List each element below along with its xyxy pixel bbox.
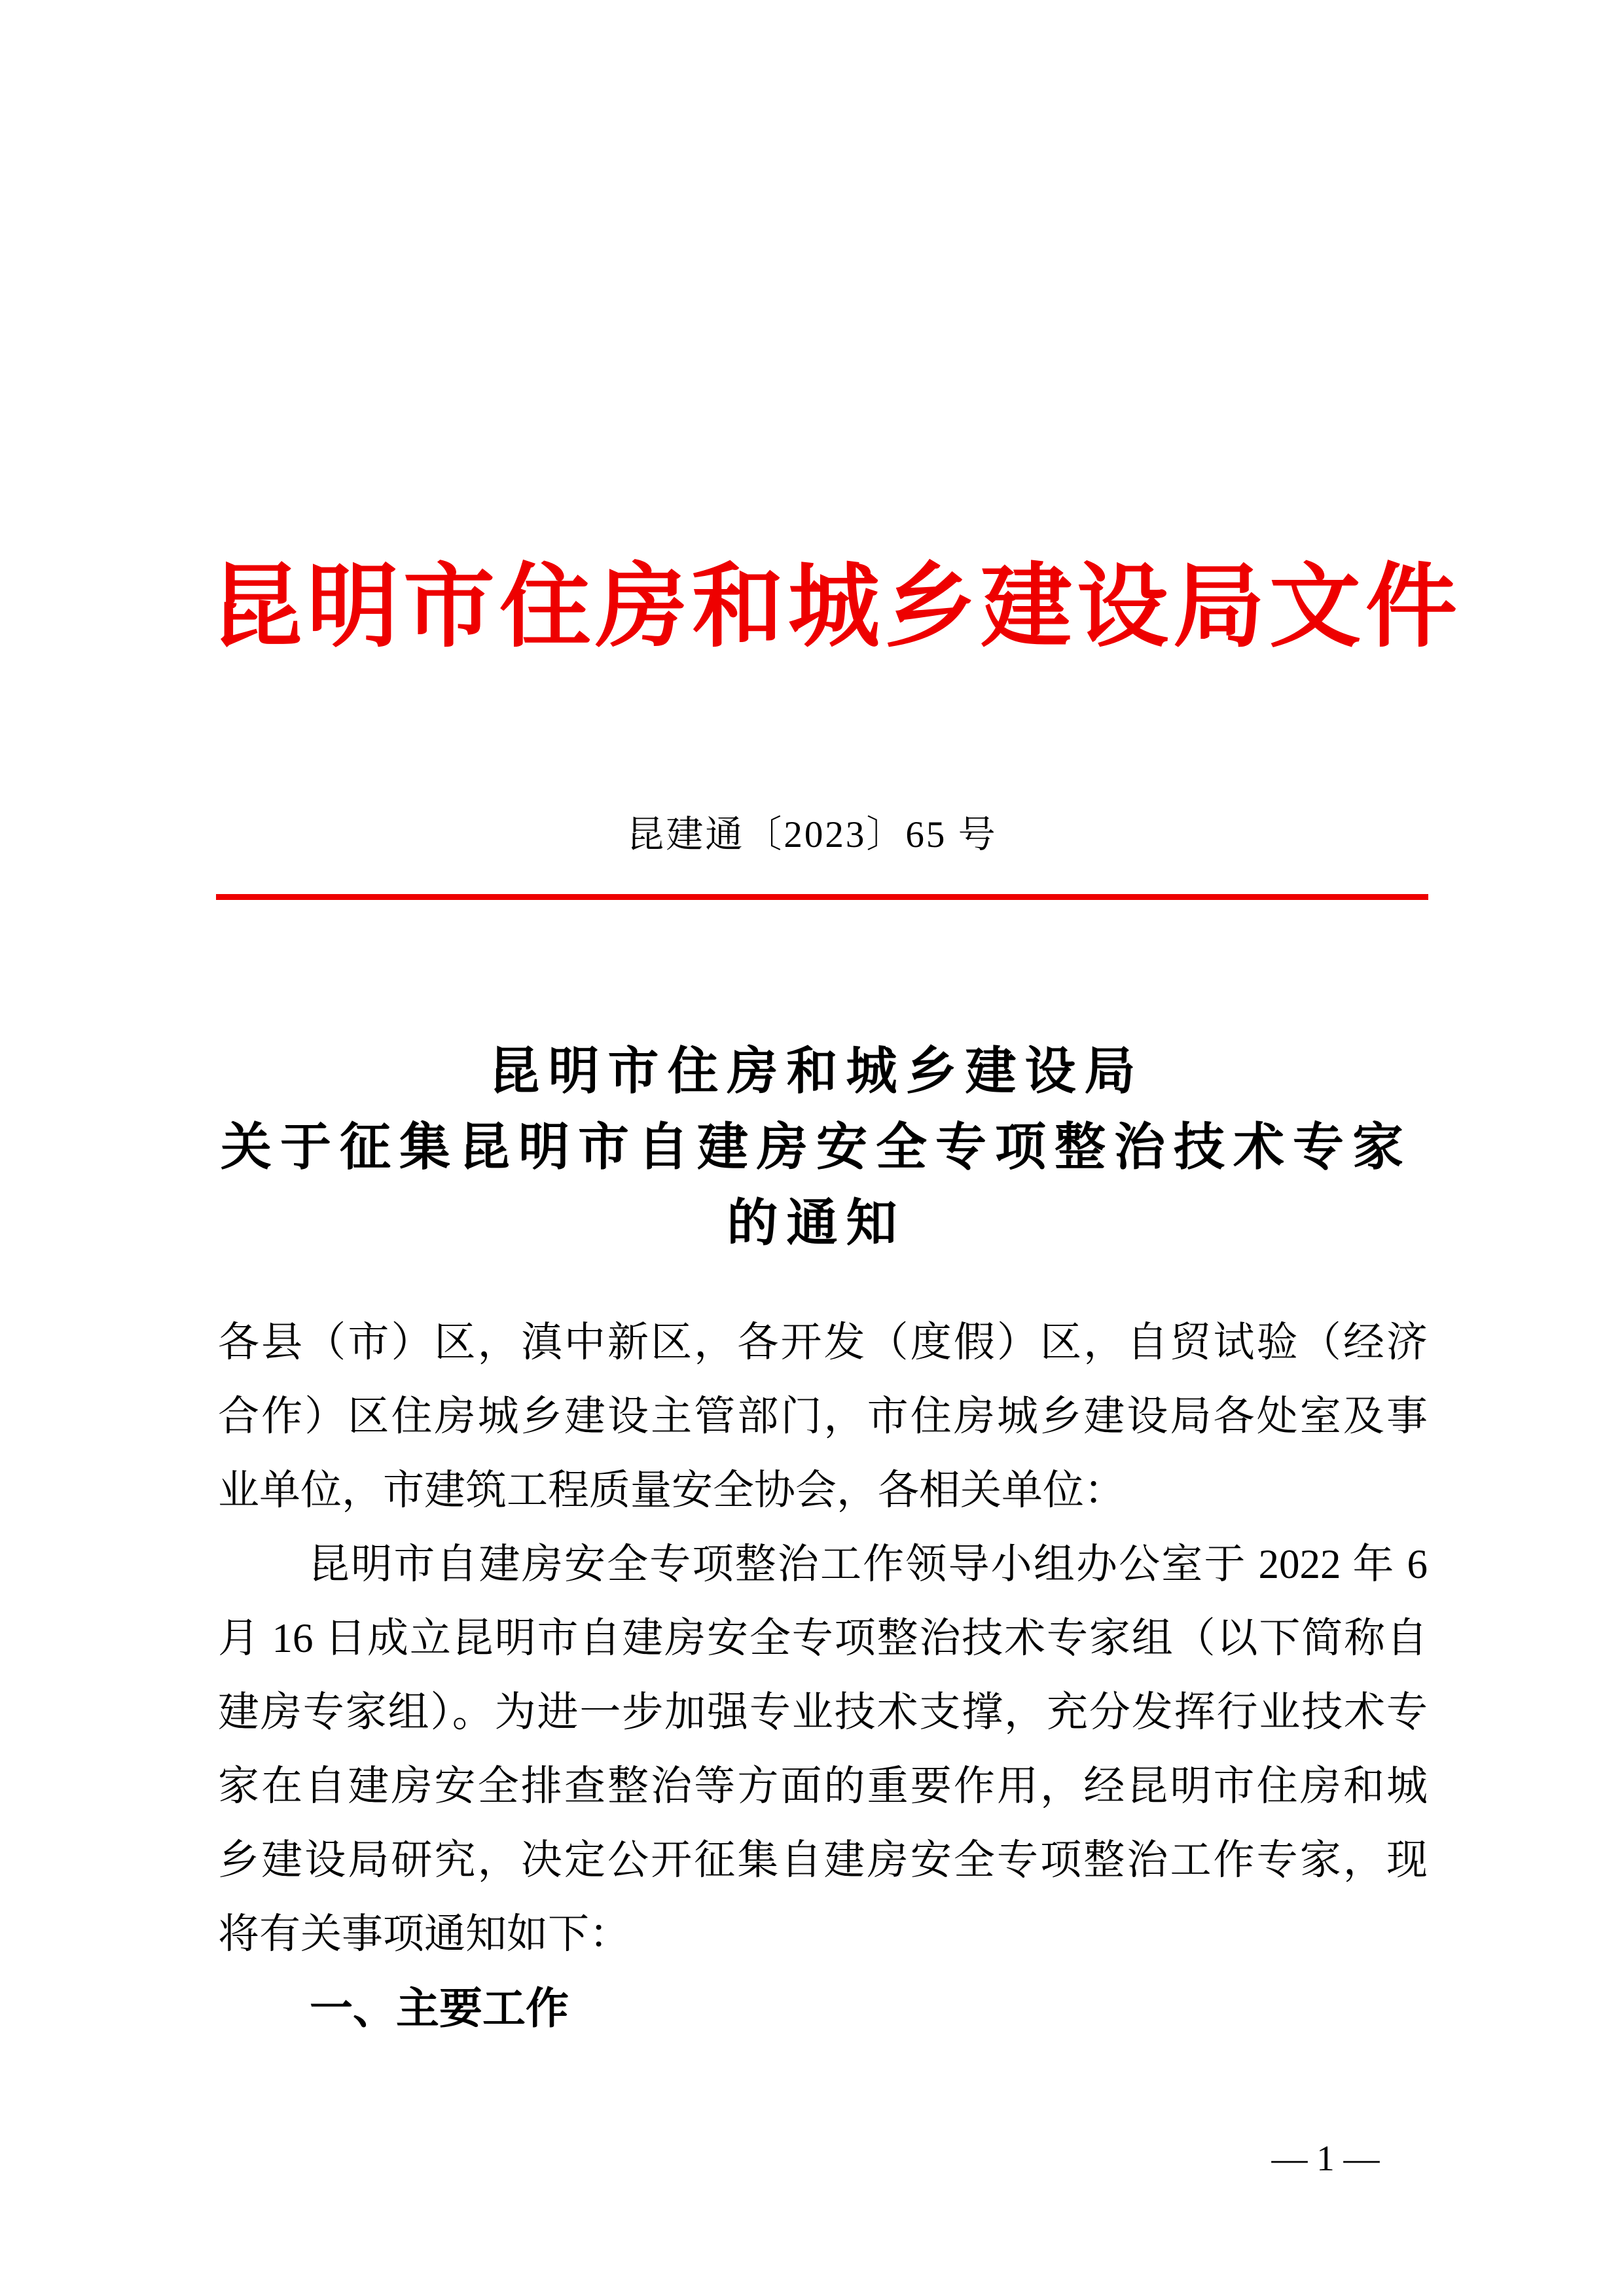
body-line: 月 16 日成立昆明市自建房安全专项整治技术专家组（以下简称自	[218, 1615, 1428, 1661]
red-banner-title: 昆明市住房和城乡建设局文件	[211, 555, 1462, 658]
body-line: 昆明市自建房安全专项整治工作领导小组办公室于 2022 年 6	[308, 1541, 1428, 1587]
body-line: 将有关事项通知如下：	[218, 1911, 630, 1957]
notice-title-line-1: 昆明市住房和城乡建设局	[488, 1042, 1144, 1100]
red-divider-line	[216, 894, 1428, 900]
body-line: 家在自建房安全排查整治等方面的重要作用，经昆明市住房和城	[218, 1763, 1428, 1809]
document-number: 昆建通〔2023〕65 号	[626, 814, 998, 855]
page-number: — 1 —	[1271, 2138, 1380, 2178]
notice-title	[206, 1033, 1418, 1261]
body-line: 合作）区住房城乡建设主管部门，市住房城乡建设局各处室及事	[218, 1393, 1428, 1439]
notice-title-line-3: 的通知	[727, 1194, 906, 1251]
body-line: 建房专家组）。为进一步加强专业技术支撑，充分发挥行业技术专	[218, 1689, 1428, 1735]
notice-title-line-2: 关于征集昆明市自建房安全专项整治技术专家	[220, 1118, 1412, 1175]
body-line: 业单位，市建筑工程质量安全协会，各相关单位：	[218, 1467, 1125, 1513]
body-line: 乡建设局研究，决定公开征集自建房安全专项整治工作专家，现	[218, 1837, 1428, 1883]
body-line: 各县（市）区，滇中新区，各开发（度假）区，自贸试验（经济	[218, 1319, 1428, 1365]
body-text	[218, 1306, 1428, 1971]
section-heading: 一、主要工作	[310, 1984, 569, 2032]
